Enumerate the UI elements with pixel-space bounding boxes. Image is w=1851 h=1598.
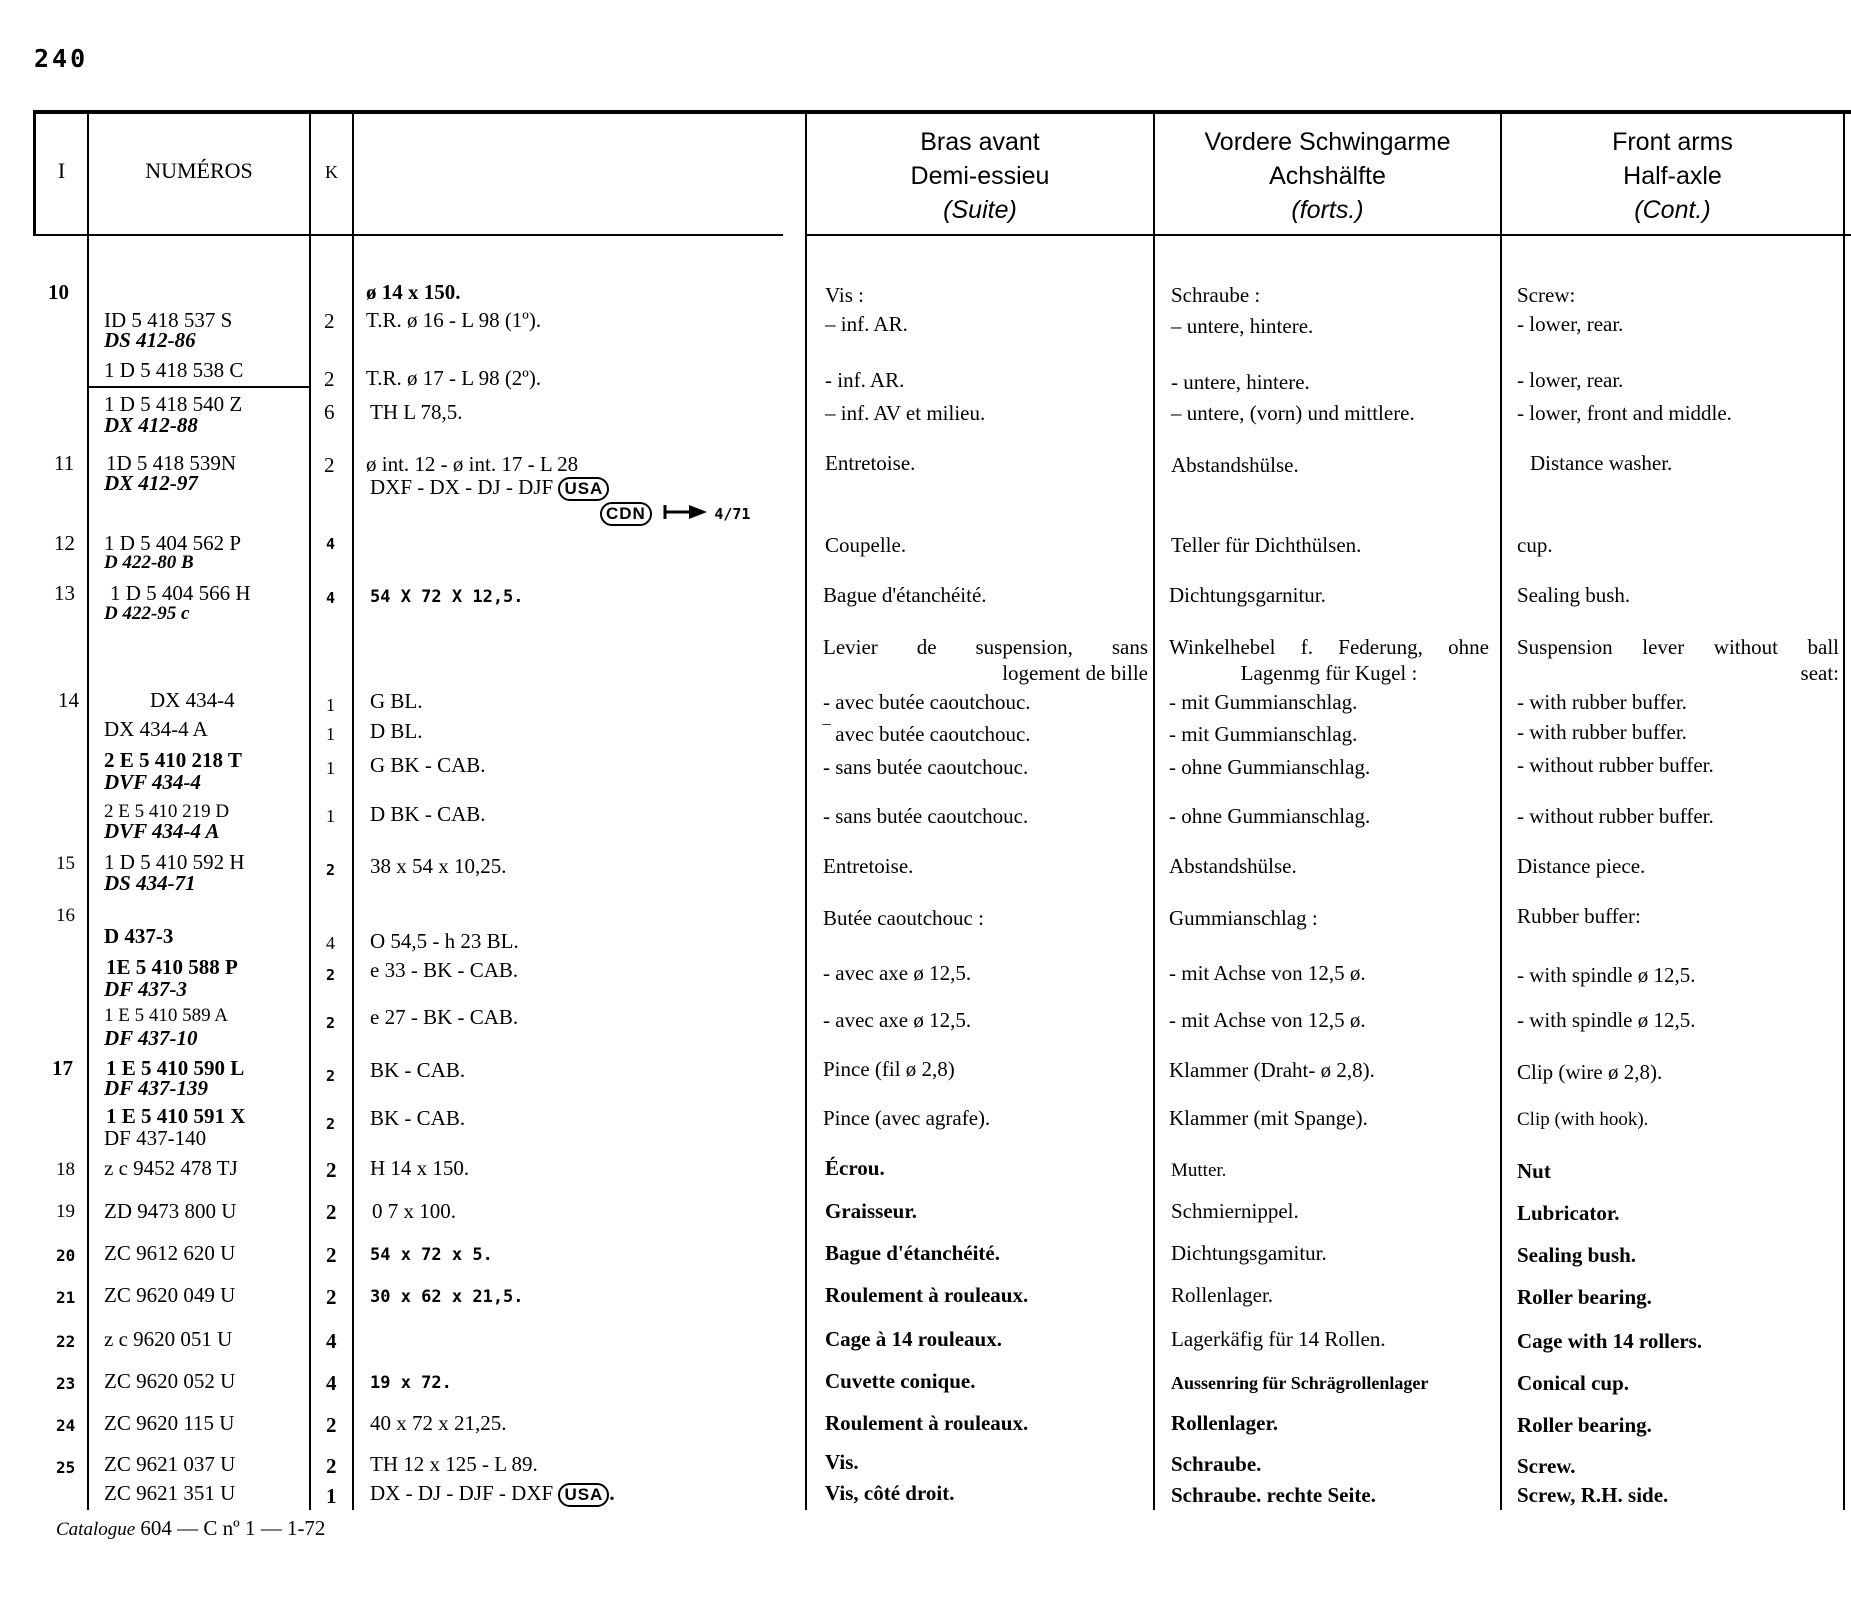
row-de: – untere, hintere. xyxy=(1171,314,1314,338)
row-en: Nut xyxy=(1517,1159,1551,1183)
row-qty: 2 xyxy=(326,861,336,879)
row-index: 23 xyxy=(56,1374,76,1393)
row-index: 11 xyxy=(54,451,75,475)
header-en-line2: Half-axle xyxy=(1623,162,1722,190)
header-bottom-rule xyxy=(33,234,783,236)
row-en xyxy=(1517,634,1839,686)
header-de-line3: (forts.) xyxy=(1291,196,1364,224)
row-fr xyxy=(823,634,1148,686)
row-en: - without rubber buffer. xyxy=(1517,753,1714,777)
row-part-number: 1 D 5 410 592 H xyxy=(104,850,245,874)
row-en: - lower, rear. xyxy=(1517,368,1624,392)
row-en: - lower, rear. xyxy=(1517,312,1624,336)
row-de: Schraube. xyxy=(1171,1452,1262,1476)
row-de: Rollenlager. xyxy=(1171,1411,1279,1435)
row-de: - mit Gummianschlag. xyxy=(1169,722,1358,746)
row-qty: 1 xyxy=(326,695,335,715)
row-part-number: ZC 9620 115 U xyxy=(104,1411,235,1435)
row-fr: - inf. AR. xyxy=(825,368,905,392)
row-spec: TH L 78,5. xyxy=(370,400,463,424)
header-english xyxy=(1502,125,1843,227)
row-en: - with spindle ø 12,5. xyxy=(1517,963,1696,987)
row-en: - with rubber buffer. xyxy=(1517,690,1687,714)
row-de: Dichtungsgarnitur. xyxy=(1169,583,1326,607)
row-fr: Vis, côté droit. xyxy=(825,1481,955,1505)
period: . xyxy=(609,1481,615,1505)
header-en-line3: (Cont.) xyxy=(1634,196,1711,224)
row-fr: Coupelle. xyxy=(825,533,907,557)
row-fr: Butée caoutchouc : xyxy=(823,906,984,930)
row-en: Screw. xyxy=(1517,1454,1576,1478)
row-part-number: 1 E 5 410 590 L xyxy=(106,1056,245,1080)
row-fr: Écrou. xyxy=(825,1156,885,1180)
row-part-number: DX 434-4 A xyxy=(104,717,208,741)
catalogue-label: Catalogue xyxy=(56,1519,136,1540)
row-en: cup. xyxy=(1517,533,1553,557)
row-part-number: 1E 5 410 588 P xyxy=(106,955,238,979)
row-fr: Pince (fil ø 2,8) xyxy=(823,1057,955,1081)
row-spec: ø 14 x 150. xyxy=(366,280,461,304)
row-en-line1: Suspension lever without ball xyxy=(1517,635,1839,659)
row-part-number: ZC 9612 620 U xyxy=(104,1241,236,1265)
row-part-ref: DX 412-97 xyxy=(104,471,198,495)
page-number: 240 xyxy=(34,44,89,73)
row-index: 21 xyxy=(56,1288,76,1307)
row-fr-line1: Levier de suspension, sans xyxy=(823,635,1148,659)
col-rule-spec xyxy=(805,110,807,1510)
row-de: Mutter. xyxy=(1171,1160,1227,1181)
row-qty: 2 xyxy=(326,966,336,984)
row-part-number: z c 9452 478 TJ xyxy=(104,1156,238,1180)
row-index: 22 xyxy=(56,1332,76,1351)
group-rule xyxy=(89,386,309,388)
row-fr: Roulement à rouleaux. xyxy=(825,1283,1029,1307)
row-fr: – inf. AR. xyxy=(825,312,908,336)
usa-stamp: USA xyxy=(558,1483,609,1507)
row-part-ref: DVF 434-4 xyxy=(104,770,202,794)
row-qty: 2 xyxy=(326,1413,337,1437)
row-en: Screw, R.H. side. xyxy=(1517,1483,1669,1507)
row-en: Cage with 14 rollers. xyxy=(1517,1329,1703,1353)
row-spec-text: 38 x 54 x 10,25. xyxy=(370,854,507,878)
row-en: - with rubber buffer. xyxy=(1517,720,1687,744)
row-qty: 2 xyxy=(326,1454,337,1478)
row-part-ref-text: DF 437-140 xyxy=(104,1126,207,1150)
row-qty: 1 xyxy=(326,724,335,744)
row-part-number: 1 D 5 404 562 P xyxy=(104,531,242,555)
row-en: - lower, front and middle. xyxy=(1517,401,1732,425)
row-part-number: D 437-3 xyxy=(104,924,174,948)
row-de: Schraube : xyxy=(1171,283,1261,307)
row-index: 12 xyxy=(54,531,75,555)
row-de: Rollenlager. xyxy=(1171,1283,1274,1307)
row-qty: 4 xyxy=(326,589,336,607)
row-spec: 19 x 72. xyxy=(370,1373,452,1393)
row-part-number: ZC 9620 052 U xyxy=(104,1369,236,1393)
row-fr-line2: logement de bille xyxy=(1002,661,1148,685)
header-fr-line3: (Suite) xyxy=(943,196,1017,224)
row-index: 17 xyxy=(52,1056,73,1080)
row-de: - mit Achse von 12,5 ø. xyxy=(1169,1008,1366,1032)
row-part-ref: DS 412-86 xyxy=(104,328,196,352)
row-de: Klammer (Draht- ø 2,8). xyxy=(1169,1058,1375,1082)
row-de: - untere, hintere. xyxy=(1171,370,1310,394)
row-qty: 2 xyxy=(326,1200,337,1224)
row-qty: 2 xyxy=(324,453,335,477)
row-index: 10 xyxy=(48,280,69,304)
header-german xyxy=(1155,125,1500,227)
row-de-line2: Lagenmg für Kugel : xyxy=(1240,661,1418,685)
catalogue-footer xyxy=(56,1516,325,1541)
row-qty: 1 xyxy=(326,758,335,778)
row-fr: Graisseur. xyxy=(825,1199,917,1223)
row-part-number xyxy=(104,748,242,772)
row-part-number: DX 434-4 xyxy=(150,688,235,712)
row-index: 20 xyxy=(56,1246,76,1265)
row-en: - with spindle ø 12,5. xyxy=(1517,1008,1696,1032)
table-top-rule xyxy=(33,110,1851,114)
row-fr: – inf. AV et milieu. xyxy=(825,401,986,425)
row-part-ref: D 422-80 B xyxy=(104,552,194,573)
col-rule-numeros xyxy=(309,110,311,1510)
row-spec xyxy=(370,854,507,878)
row-part-ref: DF 437-3 xyxy=(104,977,188,1001)
row-qty: 2 xyxy=(326,1158,337,1182)
row-part-number: z c 9620 051 U xyxy=(104,1327,233,1351)
row-qty: 2 xyxy=(326,1243,337,1267)
row-index: 19 xyxy=(56,1201,75,1222)
row-qty: 4 xyxy=(326,933,335,953)
row-spec: T.R. ø 17 - L 98 (2º). xyxy=(366,366,542,390)
row-fr: Vis. xyxy=(825,1450,859,1474)
header-col-numeros: NUMÉROS xyxy=(145,158,253,183)
row-part-number: 1 E 5 410 591 X xyxy=(106,1104,246,1128)
row-fr: Entretoise. xyxy=(823,854,914,878)
row-en: Clip (with hook). xyxy=(1517,1109,1649,1130)
row-fr: Entretoise. xyxy=(825,451,916,475)
row-fr: - sans butée caoutchouc. xyxy=(823,755,1029,779)
row-de: Schmiernippel. xyxy=(1171,1199,1299,1223)
row-spec: D BK - CAB. xyxy=(370,802,486,826)
row-spec: 30 x 62 x 21,5. xyxy=(370,1287,524,1307)
row-index: 25 xyxy=(56,1458,76,1477)
col-rule-k xyxy=(352,110,354,1510)
row-de: - mit Achse von 12,5 ø. xyxy=(1169,961,1366,985)
row-spec-models xyxy=(370,475,609,501)
row-de: Gummianschlag : xyxy=(1169,906,1318,930)
row-de: Dichtungsgamitur. xyxy=(1171,1241,1327,1265)
row-fr: Cuvette conique. xyxy=(825,1369,976,1393)
header-fr-line1: Bras avant xyxy=(920,128,1040,156)
row-qty: 2 xyxy=(326,1067,336,1085)
row-part-ref: DF 437-10 xyxy=(104,1026,198,1050)
row-qty: 1 xyxy=(326,806,335,826)
row-qty: 2 xyxy=(324,367,335,391)
row-fr: - sans butée caoutchouc. xyxy=(823,804,1029,828)
row-en-line2: seat: xyxy=(1800,661,1839,685)
row-part-ref: DS 434-71 xyxy=(104,871,196,895)
row-index: 13 xyxy=(54,581,75,605)
row-fr: Cage à 14 rouleaux. xyxy=(825,1327,1002,1351)
row-fr: - avec butée caoutchouc. xyxy=(823,690,1031,714)
row-spec: TH 12 x 125 - L 89. xyxy=(370,1452,538,1476)
row-spec: 54 x 72 x 5. xyxy=(370,1245,493,1265)
row-index: 16 xyxy=(56,905,75,926)
row-part-ref xyxy=(104,1126,206,1150)
row-part-number-text: 2 E 5 410 218 T xyxy=(104,748,242,772)
row-fr: Bague d'étanchéité. xyxy=(823,583,987,607)
row-fr: - avec axe ø 12,5. xyxy=(823,961,972,985)
row-fr: Roulement à rouleaux. xyxy=(825,1411,1029,1435)
row-fr: ‾ avec butée caoutchouc. xyxy=(823,722,1031,746)
row-en: Roller bearing. xyxy=(1517,1285,1652,1309)
row-fr: - avec axe ø 12,5. xyxy=(823,1008,972,1032)
row-spec: 54 X 72 X 12,5. xyxy=(370,587,524,607)
row-part-number: 1D 5 418 539N xyxy=(106,451,237,475)
col-rule-fr xyxy=(1153,110,1155,1510)
row-part-number: ZD 9473 800 U xyxy=(104,1199,237,1223)
row-spec xyxy=(370,1481,615,1507)
header-en-line1: Front arms xyxy=(1612,128,1733,156)
row-spec: 0 7 x 100. xyxy=(372,1199,456,1223)
row-part-ref: DX 412-88 xyxy=(104,413,198,437)
row-en: Distance washer. xyxy=(1530,451,1673,475)
row-index: 14 xyxy=(58,688,79,712)
row-de: Lagerkäfig für 14 Rollen. xyxy=(1171,1327,1386,1351)
row-de: - ohne Gummianschlag. xyxy=(1169,804,1371,828)
row-en: Roller bearing. xyxy=(1517,1413,1652,1437)
header-de-line2: Achshälfte xyxy=(1269,162,1386,190)
row-de: Teller für Dichthülsen. xyxy=(1171,533,1362,557)
catalogue-ref: 604 — C nº 1 — 1-72 xyxy=(140,1516,326,1540)
row-qty: 2 xyxy=(326,1285,337,1309)
col-rule-i xyxy=(87,110,89,1510)
row-fr: Vis : xyxy=(825,283,864,307)
row-spec: ø int. 12 - ø int. 17 - L 28 xyxy=(366,452,579,476)
row-en: Screw: xyxy=(1517,283,1576,307)
row-spec: D BL. xyxy=(370,719,423,743)
row-part-number: 1 D 5 418 540 Z xyxy=(104,392,243,416)
row-spec: e 27 - BK - CAB. xyxy=(370,1005,519,1029)
row-en: Sealing bush. xyxy=(1517,1243,1637,1267)
row-spec: e 33 - BK - CAB. xyxy=(370,958,519,982)
row-spec: O 54,5 - h 23 BL. xyxy=(370,929,519,953)
row-qty: 2 xyxy=(324,309,335,333)
col-rule-right xyxy=(1843,110,1845,1510)
usa-stamp: USA xyxy=(558,477,609,501)
row-part-number: ZC 9620 049 U xyxy=(104,1283,236,1307)
header-de-line1: Vordere Schwingarme xyxy=(1204,128,1451,156)
row-en: - without rubber buffer. xyxy=(1517,804,1714,828)
row-part-ref: DF 437-139 xyxy=(104,1076,209,1100)
row-spec: T.R. ø 16 - L 98 (1º). xyxy=(366,308,542,332)
row-en: Sealing bush. xyxy=(1517,583,1631,607)
header-col-i: I xyxy=(57,158,66,183)
row-en: Rubber buffer: xyxy=(1517,904,1641,928)
row-en: Clip (wire ø 2,8). xyxy=(1517,1060,1663,1084)
row-de: Abstandshülse. xyxy=(1171,453,1299,477)
row-en: Lubricator. xyxy=(1517,1201,1620,1225)
row-spec: BK - CAB. xyxy=(370,1106,466,1130)
row-de: – untere, (vorn) und mittlere. xyxy=(1171,401,1415,425)
row-de: Aussenring für Schrägrollenlager xyxy=(1171,1373,1429,1393)
header-french xyxy=(807,125,1153,227)
row-cdn-line xyxy=(600,500,750,527)
row-spec-text: DX - DJ - DJF - DXF xyxy=(370,1481,554,1505)
row-part-number: 1 E 5 410 589 A xyxy=(104,1005,229,1026)
row-spec-models-text: DXF - DX - DJ - DJF xyxy=(370,475,554,499)
row-qty: 4 xyxy=(326,535,336,553)
row-fr: Pince (avec agrafe). xyxy=(823,1106,991,1130)
row-part-number: 1 D 5 404 566 H xyxy=(110,581,251,605)
row-part-number: ZC 9621 351 U xyxy=(104,1481,236,1505)
row-part-ref: DVF 434-4 A xyxy=(104,819,220,843)
row-spec: G BL. xyxy=(370,689,423,713)
arrow-icon xyxy=(663,502,709,527)
row-de-line1: Winkelhebel f. Federung, ohne xyxy=(1169,635,1489,659)
row-index: 15 xyxy=(56,853,75,874)
row-qty: 1 xyxy=(326,1484,337,1508)
row-qty: 6 xyxy=(324,400,335,424)
row-de xyxy=(1169,634,1489,686)
row-en: Distance piece. xyxy=(1517,854,1646,878)
row-fr: Bague d'étanchéité. xyxy=(825,1241,1000,1265)
row-part-number: ID 5 418 537 S xyxy=(104,308,233,332)
row-de: Schraube. rechte Seite. xyxy=(1171,1483,1376,1507)
row-en: Conical cup. xyxy=(1517,1371,1630,1395)
row-de: - mit Gummianschlag. xyxy=(1169,690,1358,714)
row-part-number: 1 D 5 418 538 C xyxy=(104,358,244,382)
row-part-number: ZC 9621 037 U xyxy=(104,1452,236,1476)
row-spec: BK - CAB. xyxy=(370,1058,466,1082)
row-de: Klammer (mit Spange). xyxy=(1169,1106,1368,1130)
row-spec: 40 x 72 x 21,25. xyxy=(370,1411,507,1435)
header-fr-line2: Demi-essieu xyxy=(910,162,1050,190)
row-index: 24 xyxy=(56,1416,76,1435)
col-rule-de xyxy=(1500,110,1502,1510)
row-index: 18 xyxy=(56,1159,75,1180)
row-de: - ohne Gummianschlag. xyxy=(1169,755,1371,779)
stamp-date: 4/71 xyxy=(714,505,751,524)
row-spec: G BK - CAB. xyxy=(370,753,486,777)
row-qty: 4 xyxy=(326,1371,337,1395)
row-qty: 2 xyxy=(326,1115,336,1133)
row-part-number: 2 E 5 410 219 D xyxy=(104,801,230,822)
header-col-k: K xyxy=(325,162,338,182)
header-bottom-rule-right xyxy=(805,234,1851,236)
cdn-stamp: CDN xyxy=(600,502,652,526)
row-part-ref: D 422-95 c xyxy=(104,603,190,624)
row-qty: 2 xyxy=(326,1014,336,1032)
row-de: Abstandshülse. xyxy=(1169,854,1297,878)
row-spec: H 14 x 150. xyxy=(370,1156,470,1180)
row-qty: 4 xyxy=(326,1329,337,1353)
